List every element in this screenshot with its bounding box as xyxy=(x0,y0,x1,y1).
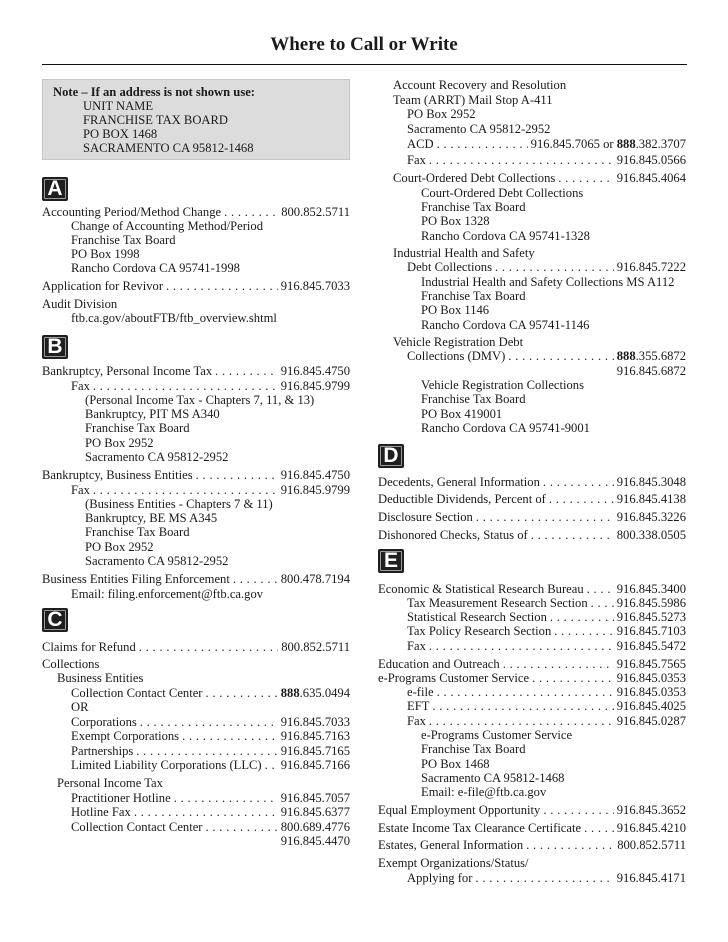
entry-acd: ACD . . . 916.845.7065 or 888.382.3707 xyxy=(407,137,686,152)
dot-leader xyxy=(215,364,278,379)
phone-number: 916.845.0353 xyxy=(616,671,686,685)
dot-leader xyxy=(224,205,278,220)
entry-hotline-fax: Hotline Fax . . . 916.845.6377 xyxy=(71,805,350,820)
phone-number: 916.845.4210 xyxy=(616,821,686,835)
dot-leader xyxy=(437,685,614,700)
entry-disclosure: Disclosure Section . . . 916.845.3226 xyxy=(378,510,686,525)
dot-leader xyxy=(543,475,614,490)
address-line: Rancho Cordova CA 95741-9001 xyxy=(421,421,590,435)
address-line: Rancho Cordova CA 95741-1998 xyxy=(71,261,240,275)
address-line: Franchise Tax Board xyxy=(421,200,526,214)
dot-leader xyxy=(437,137,528,152)
email-line: Email: filing.enforcement@ftb.ca.gov xyxy=(71,587,264,601)
page-title: Where to Call or Write xyxy=(270,34,458,55)
phone-number: 916.845.3226 xyxy=(616,510,686,524)
entry-revivor: Application for Revivor . . . 916.845.7033 xyxy=(42,279,350,294)
dot-leader xyxy=(139,640,278,655)
entry-applying-for: Applying for . . . 916.845.4171 xyxy=(407,871,686,886)
phone-number: 916.845.7103 xyxy=(616,624,686,638)
dot-leader xyxy=(136,744,277,759)
dot-leader xyxy=(476,510,614,525)
phone-number: 916.845.4171 xyxy=(616,871,686,885)
address-line: Vehicle Registration Collections xyxy=(421,378,584,392)
entry-court-ordered-debt: Court-Ordered Debt Collections . . . 916.845.4064 xyxy=(393,171,686,186)
dot-leader xyxy=(526,838,614,853)
address-line: Team (ARRT) Mail Stop A-411 xyxy=(393,93,553,107)
entry-education-outreach: Education and Outreach . . . 916.845.7565 xyxy=(378,657,686,672)
address-line: Rancho Cordova CA 95741-1146 xyxy=(421,318,590,332)
subheading-business-entities: Business Entities xyxy=(57,671,144,685)
entry-bankruptcy-pit: Bankruptcy, Personal Income Tax . . . 916.845.4750 xyxy=(42,364,350,379)
entry-vehicle-registration: Vehicle Registration Debt xyxy=(393,335,524,349)
entry-audit-division: Audit Division xyxy=(42,297,118,311)
entry-llc: Limited Liability Corporations (LLC) . . . 916.845.7166 xyxy=(71,758,350,773)
entry-exempt-organizations: Exempt Organizations/Status/ xyxy=(378,856,529,870)
subheading-personal-income-tax: Personal Income Tax xyxy=(57,776,163,790)
entry-dmv-collections: Collections (DMV) . . . 888.355.6872 xyxy=(407,349,686,364)
dot-leader xyxy=(429,639,614,654)
address-line: Sacramento CA 95812-2952 xyxy=(85,554,229,568)
phone-number: 916.845.4025 xyxy=(616,699,686,713)
entry-tax-measurement: Tax Measurement Research Section . . . 916.845.5986 xyxy=(407,596,686,611)
phone-number: 800.852.5711 xyxy=(281,640,350,654)
phone-number: 888.355.6872 xyxy=(616,349,686,363)
address-line: Franchise Tax Board xyxy=(85,421,190,435)
phone-number: 916.845.7166 xyxy=(280,758,350,772)
phone-number: 916.845.4750 xyxy=(280,468,350,482)
entry-eprograms-fax: Fax . . . 916.845.0287 xyxy=(407,714,686,729)
phone-number: 916.845.7565 xyxy=(616,657,686,671)
entry-filing-enforcement: Business Entities Filing Enforcement . . . 800.478.7194 xyxy=(42,572,350,587)
address-line: PO Box 2952 xyxy=(85,540,154,554)
fax-number: 916.845.9799 xyxy=(280,483,350,497)
dot-leader xyxy=(174,791,278,806)
dot-leader xyxy=(206,686,278,701)
entry-accounting-period: Accounting Period/Method Change . . . 800.852.5711 xyxy=(42,205,350,220)
address-line: Rancho Cordova CA 95741-1328 xyxy=(421,229,590,243)
phone-number: 916.845.7033 xyxy=(280,715,350,729)
section-letter-b: B xyxy=(42,335,68,359)
address-line: Sacramento CA 95812-2952 xyxy=(407,122,551,136)
entry-decedents: Decedents, General Information . . . 916.845.3048 xyxy=(378,475,686,490)
dot-leader xyxy=(140,715,278,730)
fax-number: 916.845.0566 xyxy=(616,153,686,167)
dot-leader xyxy=(429,153,614,168)
entry-eft: EFT . . . 916.845.4025 xyxy=(407,699,686,714)
entry-debt-collections: Debt Collections . . . 916.845.7222 xyxy=(407,260,686,275)
dot-leader xyxy=(166,279,278,294)
section-letter-a: A xyxy=(42,177,68,201)
phone-number-secondary: 916.845.4470 xyxy=(280,834,350,848)
fax-number: 916.845.6377 xyxy=(280,805,350,819)
phone-number: 916.845.7033 xyxy=(280,279,350,293)
entry-econ-fax: Fax . . . 916.845.5472 xyxy=(407,639,686,654)
entry-practitioner-hotline: Practitioner Hotline . . . 916.845.7057 xyxy=(71,791,350,806)
address-line: Franchise Tax Board xyxy=(71,233,176,247)
phone-number: 800.338.0505 xyxy=(616,528,686,542)
note-heading: Note – If an address is not shown use: xyxy=(53,85,255,99)
address-line: Franchise Tax Board xyxy=(421,392,526,406)
note-box xyxy=(42,79,350,160)
fax-number: 916.845.9799 xyxy=(280,379,350,393)
address-line: PO Box 2952 xyxy=(407,107,476,121)
entry-collection-contact-be: Collection Contact Center . . . 888.635.0494 xyxy=(71,686,350,701)
phone-number: 916.845.4138 xyxy=(616,492,686,506)
dot-leader xyxy=(206,820,278,835)
entry-bankruptcy-pit-fax: Fax . . . 916.845.9799 xyxy=(71,379,350,394)
entry-eprograms: e-Programs Customer Service . . . 916.845.0353 xyxy=(378,671,686,686)
dot-leader xyxy=(233,572,278,587)
dot-leader xyxy=(432,699,613,714)
note-line: FRANCHISE TAX BOARD xyxy=(83,113,229,127)
dot-leader xyxy=(532,671,614,686)
dot-leader xyxy=(587,582,614,597)
entry-corporations: Corporations . . . 916.845.7033 xyxy=(71,715,350,730)
dot-leader xyxy=(558,171,613,186)
section-letter-d: D xyxy=(378,444,404,468)
dot-leader xyxy=(134,805,278,820)
phone-number: 916.845.3400 xyxy=(616,582,686,596)
entry-statistical-research: Statistical Research Section . . . 916.845.5273 xyxy=(407,610,686,625)
dot-leader xyxy=(543,803,613,818)
entry-equal-employment: Equal Employment Opportunity . . . 916.845.3652 xyxy=(378,803,686,818)
phone-number: 916.845.3652 xyxy=(616,803,686,817)
entry-arrt-fax: Fax . . . 916.845.0566 xyxy=(407,153,686,168)
address-line: PO Box 1998 xyxy=(71,247,140,261)
entry-economic-research: Economic & Statistical Research Bureau . . . 916.845.3400 xyxy=(378,582,686,597)
address-line: (Personal Income Tax - Chapters 7, 11, & 13) xyxy=(85,393,315,407)
phone-number: 888.635.0494 xyxy=(280,686,350,700)
phone-number: 916.845.7057 xyxy=(280,791,350,805)
address-line: PO Box 1328 xyxy=(421,214,490,228)
entry-dishonored-checks: Dishonored Checks, Status of . . . 800.338.0505 xyxy=(378,528,686,543)
phone-number: 800.852.5711 xyxy=(281,205,350,219)
address-line: Franchise Tax Board xyxy=(421,289,526,303)
phone-number: 800.478.7194 xyxy=(280,572,350,586)
entry-collections: Collections xyxy=(42,657,100,671)
phone-number: 916.845.7163 xyxy=(280,729,350,743)
entry-deductible-dividends: Deductible Dividends, Percent of . . . 916.845.4138 xyxy=(378,492,686,507)
phone-number: 916.845.5986 xyxy=(616,596,686,610)
address-line: e-Programs Customer Service xyxy=(421,728,573,742)
address-line: Account Recovery and Resolution xyxy=(393,78,567,92)
entry-tax-policy: Tax Policy Research Section . . . 916.845.7103 xyxy=(407,624,686,639)
address-line: PO Box 2952 xyxy=(85,436,154,450)
entry-estates-general: Estates, General Information . . . 800.852.5711 xyxy=(378,838,686,853)
dot-leader xyxy=(475,871,613,886)
dot-leader xyxy=(549,492,614,507)
dot-leader xyxy=(93,379,278,394)
dot-leader xyxy=(591,596,614,611)
dot-leader xyxy=(495,260,614,275)
dot-leader xyxy=(265,758,278,773)
or-text: OR xyxy=(71,700,89,714)
phone-number: 916.845.4064 xyxy=(616,171,686,185)
entry-efile: e-file . . . 916.845.0353 xyxy=(407,685,686,700)
phone-number: 800.689.4776 xyxy=(280,820,350,834)
address-line: PO Box 1146 xyxy=(421,303,490,317)
address-line: Industrial Health and Safety Collections MS A112 xyxy=(421,275,675,289)
address-line: Franchise Tax Board xyxy=(85,525,190,539)
address-line: Bankruptcy, PIT MS A340 xyxy=(85,407,220,421)
note-line: UNIT NAME xyxy=(83,99,154,113)
phone-number-secondary: 916.845.6872 xyxy=(616,364,686,378)
phone-number: 916.845.5273 xyxy=(616,610,686,624)
phone-number: 916.845.0353 xyxy=(616,685,686,699)
phone-number: 916.845.3048 xyxy=(616,475,686,489)
dot-leader xyxy=(554,624,613,639)
entry-collection-contact-pit: Collection Contact Center . . . 800.689.4776 xyxy=(71,820,350,835)
address-line: Court-Ordered Debt Collections xyxy=(421,186,584,200)
dot-leader xyxy=(508,349,613,364)
address-line: Sacramento CA 95812-2952 xyxy=(85,450,229,464)
fax-number: 916.845.0287 xyxy=(616,714,686,728)
address-line: (Business Entities - Chapters 7 & 11) xyxy=(85,497,273,511)
dot-leader xyxy=(196,468,278,483)
phone-number: 916.845.7222 xyxy=(616,260,686,274)
dot-leader xyxy=(429,714,614,729)
audit-url: ftb.ca.gov/aboutFTB/ftb_overview.shtml xyxy=(71,311,277,325)
title-rule xyxy=(42,64,687,65)
entry-estate-clearance: Estate Income Tax Clearance Certificate . . . 916.845.4210 xyxy=(378,821,686,836)
phone-number: 916.845.7165 xyxy=(280,744,350,758)
section-letter-c: C xyxy=(42,608,68,632)
address-line: Bankruptcy, BE MS A345 xyxy=(85,511,218,525)
address-line: Franchise Tax Board xyxy=(421,742,526,756)
entry-partnerships: Partnerships . . . 916.845.7165 xyxy=(71,744,350,759)
note-line: PO BOX 1468 xyxy=(83,127,158,141)
address-line: PO Box 419001 xyxy=(421,407,503,421)
address-line: Change of Accounting Method/Period xyxy=(71,219,264,233)
dot-leader xyxy=(531,528,614,543)
dot-leader xyxy=(550,610,614,625)
dot-leader xyxy=(93,483,278,498)
entry-claims-for-refund: Claims for Refund . . . 800.852.5711 xyxy=(42,640,350,655)
dot-leader xyxy=(584,821,614,836)
entry-industrial-health: Industrial Health and Safety xyxy=(393,246,535,260)
note-line: SACRAMENTO CA 95812-1468 xyxy=(83,141,254,155)
section-letter-e: E xyxy=(378,549,404,573)
fax-number: 916.845.5472 xyxy=(616,639,686,653)
address-line: Sacramento CA 95812-1468 xyxy=(421,771,565,785)
entry-exempt-corporations: Exempt Corporations . . . 916.845.7163 xyxy=(71,729,350,744)
phone-number: 800.852.5711 xyxy=(617,838,686,852)
entry-bankruptcy-be-fax: Fax . . . 916.845.9799 xyxy=(71,483,350,498)
dot-leader xyxy=(503,657,614,672)
dot-leader xyxy=(182,729,278,744)
phone-number: 916.845.7065 or 888.382.3707 xyxy=(530,137,686,151)
address-line: PO Box 1468 xyxy=(421,757,490,771)
email-line: Email: e-file@ftb.ca.gov xyxy=(421,785,547,799)
entry-bankruptcy-be: Bankruptcy, Business Entities . . . 916.845.4750 xyxy=(42,468,350,483)
phone-number: 916.845.4750 xyxy=(280,364,350,378)
